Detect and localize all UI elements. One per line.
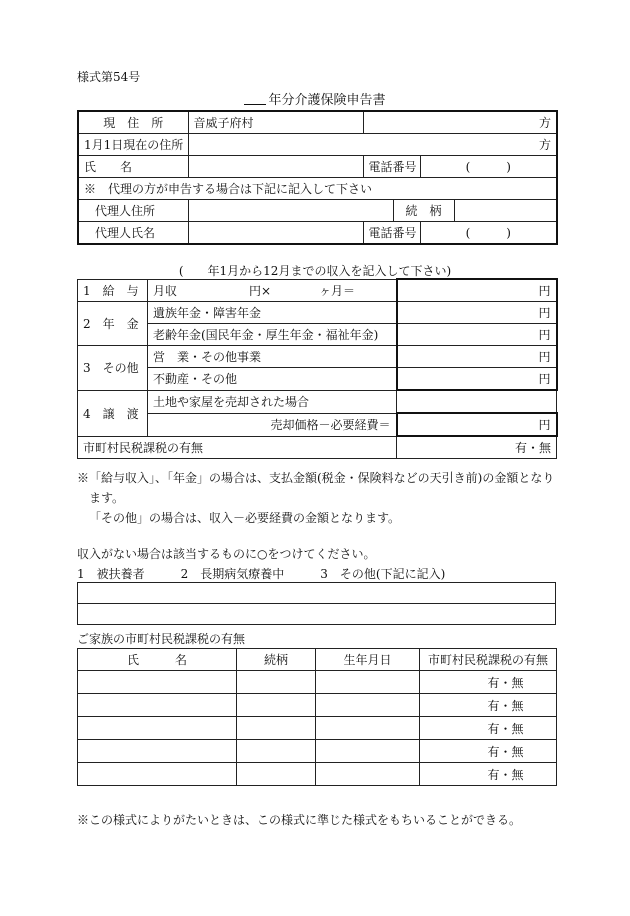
family-birthdate-field[interactable] bbox=[316, 694, 420, 717]
address-suffix: 方 bbox=[363, 111, 557, 134]
phone-field[interactable]: ( ) bbox=[420, 156, 557, 178]
salary-text: 月収 円× ヶ月＝ bbox=[148, 279, 397, 302]
proxy-address-field[interactable] bbox=[188, 200, 393, 222]
tax-label: 市町村民税課税の有無 bbox=[78, 436, 397, 459]
family-tax-value[interactable]: 有・無 bbox=[420, 717, 557, 740]
other-reason-row-2 bbox=[78, 604, 556, 625]
real-estate-label: 不動産・その他 bbox=[148, 368, 397, 391]
family-name-field[interactable] bbox=[78, 694, 237, 717]
note-line-3: 「その他」の場合は、収入－必要経費の金額となります。 bbox=[89, 511, 401, 525]
family-name-field[interactable] bbox=[78, 671, 237, 694]
family-tax-value[interactable]: 有・無 bbox=[420, 694, 557, 717]
real-estate-amount[interactable]: 円 bbox=[397, 368, 557, 391]
no-income-options[interactable]: 1 被扶養者 2 長期病気療養中 3 その他(下記に記入) bbox=[77, 567, 446, 581]
tax-row bbox=[78, 436, 557, 459]
family-tax-value[interactable]: 有・無 bbox=[420, 671, 557, 694]
family-row bbox=[78, 671, 557, 694]
family-relation-field[interactable] bbox=[237, 740, 316, 763]
family-table bbox=[77, 648, 557, 786]
family-birthdate-field[interactable] bbox=[316, 763, 420, 786]
form-title bbox=[0, 89, 630, 108]
pension-row-2 bbox=[78, 324, 557, 346]
family-header-tax: 市町村民税課税の有無 bbox=[420, 649, 557, 671]
family-row bbox=[78, 694, 557, 717]
income-table bbox=[77, 278, 558, 459]
family-name-field[interactable] bbox=[78, 763, 237, 786]
proxy-phone-field[interactable]: ( ) bbox=[420, 222, 557, 245]
family-birthdate-field[interactable] bbox=[316, 671, 420, 694]
other-reason-row-1 bbox=[78, 583, 556, 604]
pension-old-age-amount[interactable]: 円 bbox=[397, 324, 557, 346]
family-name-field[interactable] bbox=[78, 717, 237, 740]
proxy-name-label: 代理人氏名 bbox=[78, 222, 188, 245]
other-row-1 bbox=[78, 346, 557, 368]
other-reason-field-1[interactable] bbox=[78, 583, 556, 604]
other-reason-table bbox=[77, 582, 556, 625]
pension-old-age-label: 老齢年金(国民年金・厚生年金・福祉年金) bbox=[148, 324, 397, 346]
address-row bbox=[78, 111, 557, 134]
other-reason-field-2[interactable] bbox=[78, 604, 556, 625]
proxy-phone-label: 電話番号 bbox=[363, 222, 420, 245]
transfer-blank bbox=[397, 390, 557, 413]
name-field[interactable] bbox=[188, 156, 363, 178]
family-header-row bbox=[78, 649, 557, 671]
proxy-note: ※ 代理の方が申告する場合は下記に記入して下さい bbox=[78, 178, 557, 200]
family-header-relation: 続柄 bbox=[237, 649, 316, 671]
proxy-note-row bbox=[78, 178, 557, 200]
family-relation-field[interactable] bbox=[237, 671, 316, 694]
jan1-address-row bbox=[78, 134, 557, 156]
proxy-name-row bbox=[78, 222, 557, 245]
pension-row-1 bbox=[78, 302, 557, 324]
no-income-instruction: 収入がない場合は該当するものに○をつけてください。 bbox=[77, 547, 376, 561]
phone-label: 電話番号 bbox=[363, 156, 420, 178]
transfer-amount[interactable]: 円 bbox=[397, 413, 557, 436]
family-relation-field[interactable] bbox=[237, 694, 316, 717]
year-blank[interactable] bbox=[244, 92, 266, 105]
family-caption: ご家族の市町村民税課税の有無 bbox=[77, 632, 246, 646]
address-value[interactable]: 音威子府村 bbox=[188, 111, 363, 134]
family-name-field[interactable] bbox=[78, 740, 237, 763]
applicant-table bbox=[77, 110, 558, 245]
name-label: 氏 名 bbox=[78, 156, 188, 178]
proxy-name-field[interactable] bbox=[188, 222, 363, 245]
family-relation-field[interactable] bbox=[237, 763, 316, 786]
transfer-note: 土地や家屋を売却された場合 bbox=[148, 390, 397, 413]
salary-amount[interactable]: 円 bbox=[397, 279, 557, 302]
form-title-text: 年分介護保険申告書 bbox=[268, 93, 386, 108]
relation-field[interactable] bbox=[454, 200, 557, 222]
business-label: 営 業・その他事業 bbox=[148, 346, 397, 368]
family-birthdate-field[interactable] bbox=[316, 740, 420, 763]
pension-survivor-amount[interactable]: 円 bbox=[397, 302, 557, 324]
note-line-2: ます。 bbox=[89, 491, 125, 505]
family-relation-field[interactable] bbox=[237, 717, 316, 740]
other-row-2 bbox=[78, 368, 557, 391]
other-label: 3 その他 bbox=[78, 346, 148, 391]
proxy-address-row bbox=[78, 200, 557, 222]
family-row bbox=[78, 763, 557, 786]
family-header-birthdate: 生年月日 bbox=[316, 649, 420, 671]
family-header-name: 氏 名 bbox=[78, 649, 237, 671]
address-label: 現 住 所 bbox=[78, 111, 188, 134]
proxy-address-label: 代理人住所 bbox=[78, 200, 188, 222]
pension-label: 2 年 金 bbox=[78, 302, 148, 346]
transfer-label: 4 譲 渡 bbox=[78, 390, 148, 436]
jan1-address-suffix[interactable]: 方 bbox=[188, 134, 557, 156]
form-number: 様式第54号 bbox=[77, 70, 141, 84]
jan1-address-label: 1月1日現在の住所 bbox=[78, 134, 188, 156]
family-row bbox=[78, 740, 557, 763]
footer-note: ※この様式によりがたいときは、この様式に準じた様式をもちいることができる。 bbox=[77, 813, 522, 827]
salary-row bbox=[78, 279, 557, 302]
income-caption: ( 年1月から12月までの収入を記入して下さい) bbox=[178, 264, 452, 278]
pension-survivor-label: 遺族年金・障害年金 bbox=[148, 302, 397, 324]
business-amount[interactable]: 円 bbox=[397, 346, 557, 368]
family-row bbox=[78, 717, 557, 740]
family-tax-value[interactable]: 有・無 bbox=[420, 763, 557, 786]
transfer-row-1 bbox=[78, 390, 557, 413]
tax-value[interactable]: 有・無 bbox=[397, 436, 557, 459]
note-line-1: ※「給与収入」、「年金」の場合は、支払金額(税金・保険料などの天引き前)の金額となり bbox=[77, 471, 555, 485]
name-row bbox=[78, 156, 557, 178]
relation-label: 続 柄 bbox=[393, 200, 454, 222]
transfer-row-2 bbox=[78, 413, 557, 436]
family-birthdate-field[interactable] bbox=[316, 717, 420, 740]
salary-label: 1 給 与 bbox=[78, 279, 148, 302]
family-tax-value[interactable]: 有・無 bbox=[420, 740, 557, 763]
transfer-formula: 売却価格－必要経費＝ bbox=[148, 413, 397, 436]
